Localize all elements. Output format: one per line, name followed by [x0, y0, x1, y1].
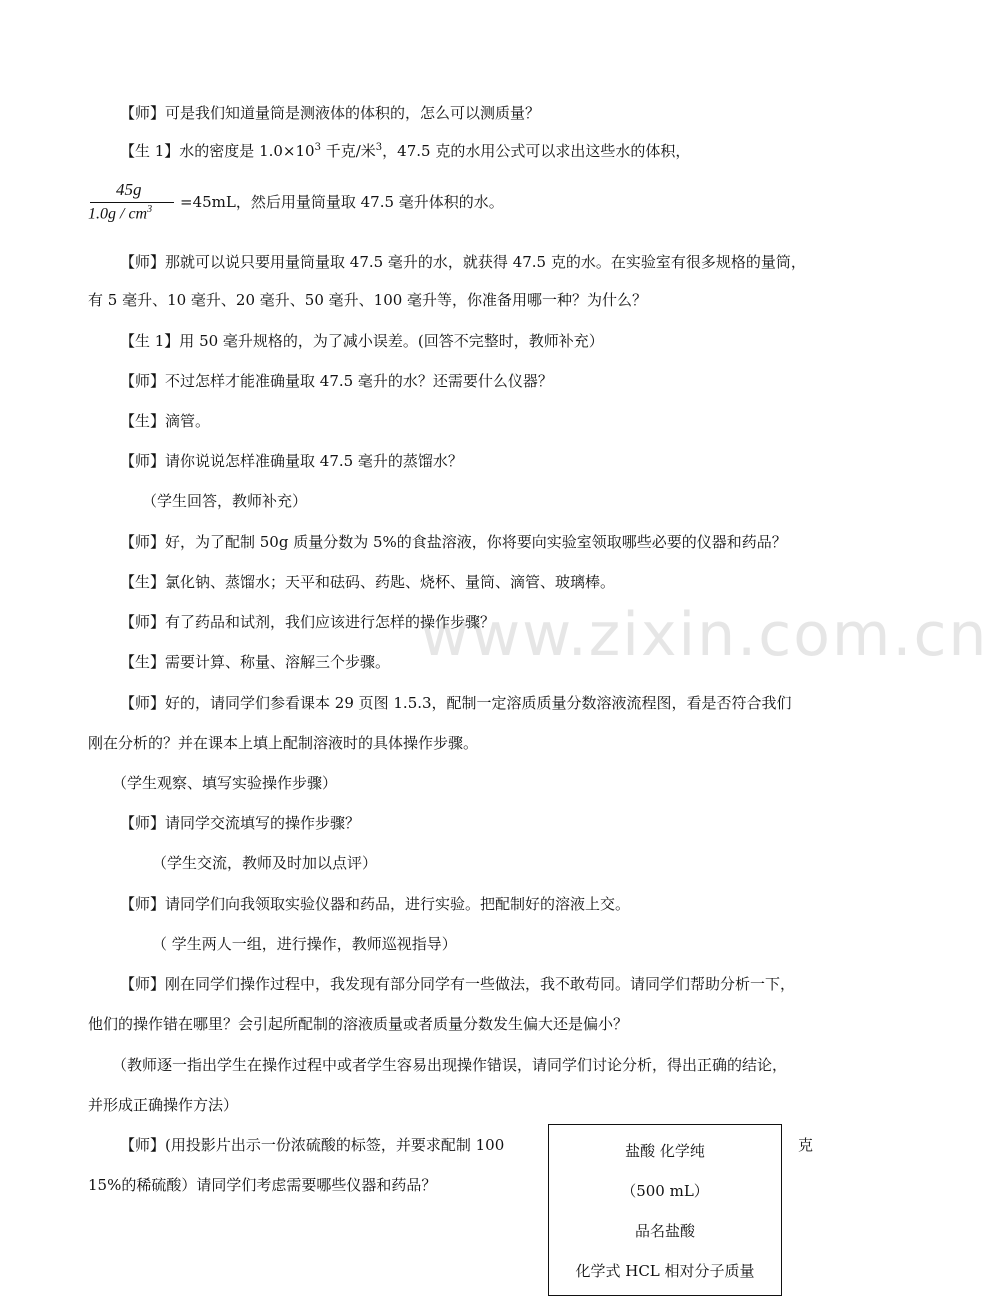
label-line: 化学式 HCL 相对分子质量 [575, 1262, 755, 1280]
text-line: 【师】(用投影片出示一份浓硫酸的标签，并要求配制 100 [120, 1136, 505, 1154]
superscript: 3 [314, 142, 321, 153]
label-line: （500 mL） [621, 1182, 709, 1200]
text-line: 【师】请你说说怎样准确量取 47.5 毫升的蒸馏水？ [120, 452, 463, 470]
text-line: 有 5 毫升、10 毫升、20 毫升、50 毫升、100 毫升等，你准备用哪一种？为什么？ [88, 291, 648, 309]
text-line: （学生交流，教师及时加以点评） [152, 854, 378, 872]
text-line: （ 学生两人一组，进行操作，教师巡视指导） [152, 935, 457, 953]
text-segment: 千克/米 [320, 142, 376, 160]
watermark: www.zixin.com.cn [420, 600, 988, 670]
text-line: 【师】好的，请同学们参看课本 29 页图 1.5.3，配制一定溶质质量分数溶液流程图，看是否符合我们 [120, 694, 792, 712]
label-line: 盐酸 化学纯 [625, 1142, 705, 1160]
text-line: 【师】好，为了配制 50g 质量分数为 5%的食盐溶液，你将要向实验室领取哪些必要的仪器和药品？ [120, 533, 787, 551]
denominator-exponent: 3 [147, 204, 153, 215]
text-line: 【师】那就可以说只要用量筒量取 47.5 毫升的水，就获得 47.5 克的水。在实验室有很多规格的量筒， [120, 253, 806, 271]
text-line: 【生 1】用 50 毫升规格的，为了减小误差。(回答不完整时，教师补充） [120, 332, 604, 350]
text-line: 【师】刚在同学们操作过程中，我发现有部分同学有一些做法，我不敢苟同。请同学们帮助分析一下， [120, 975, 796, 993]
fraction-numerator: 45g [116, 180, 142, 199]
superscript: 3 [375, 142, 383, 153]
text-line: 他们的操作错在哪里？会引起所配制的溶液质量或者质量分数发生偏大还是偏小？ [88, 1015, 629, 1033]
text-line: （学生观察、填写实验操作步骤） [112, 774, 338, 792]
text-line: 【师】不过怎样才能准确量取 47.5 毫升的水？还需要什么仪器？ [120, 372, 553, 390]
fraction-denominator [88, 204, 152, 223]
text-line: 【生】氯化钠、蒸馏水；天平和砝码、药匙、烧杯、量筒、滴管、玻璃棒。 [120, 573, 616, 591]
acid-label-box [548, 1124, 782, 1296]
denominator-text: 1.0g / cm [88, 205, 148, 223]
text-line: =45mL，然后用量筒量取 47.5 毫升体积的水。 [180, 193, 504, 211]
text-line: （教师逐一指出学生在操作过程中或者学生容易出现操作错误，请同学们讨论分析，得出正确的结论， [112, 1056, 788, 1074]
text-line: 【师】有了药品和试剂，我们应该进行怎样的操作步骤？ [120, 613, 496, 631]
text-line: 【师】请同学们向我领取实验仪器和药品，进行实验。把配制好的溶液上交。 [120, 895, 631, 913]
label-line: 品名盐酸 [634, 1222, 695, 1240]
text-line: 【生】需要计算、称量、溶解三个步骤。 [120, 653, 391, 671]
density-fraction [88, 180, 176, 224]
text-line: 15%的稀硫酸）请同学们考虑需要哪些仪器和药品？ [88, 1176, 437, 1194]
fraction-bar [90, 202, 174, 203]
text-line [120, 141, 690, 161]
text-line: （学生回答，教师补充） [142, 492, 308, 510]
text-line: 【师】请同学交流填写的操作步骤？ [120, 814, 361, 832]
text-segment: ，47.5 克的水用公式可以求出这些水的体积， [382, 142, 691, 160]
text-line: 【生】滴管。 [120, 412, 211, 430]
text-line-continuation: 克 [798, 1136, 814, 1154]
text-line: 刚在分析的？并在课本上填上配制溶液时的具体操作步骤。 [88, 734, 479, 752]
text-segment: 【生 1】水的密度是 1.0×10 [120, 142, 315, 160]
text-line: 并形成正确操作方法） [88, 1096, 239, 1114]
text-line: 【师】可是我们知道量筒是测液体的体积的，怎么可以测质量？ [120, 104, 541, 122]
